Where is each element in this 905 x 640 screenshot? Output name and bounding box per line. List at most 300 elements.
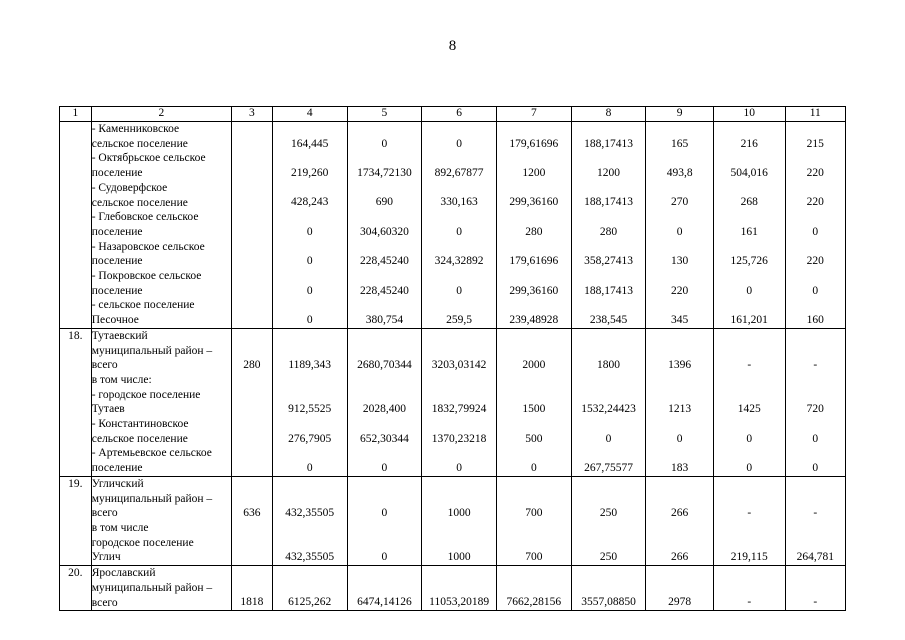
name-line: поселение [91, 167, 143, 180]
cell-value [273, 581, 347, 596]
cell-value: 130 [671, 255, 689, 268]
name-line: - Назаровское сельское [91, 240, 205, 253]
cell-value [232, 536, 272, 551]
cell-value [786, 329, 845, 344]
cell-value [232, 521, 272, 536]
cell-value [646, 181, 713, 196]
cell-value [786, 566, 845, 581]
cell-value: 304,60320 [359, 225, 409, 238]
cell-value: 0 [306, 225, 313, 238]
cell-value: 220 [671, 284, 689, 297]
cell-value: 165 [671, 137, 689, 150]
cell-value [497, 492, 571, 507]
cell-value: 720 [806, 403, 824, 416]
cell-value: 220 [806, 255, 824, 268]
cell-value [232, 432, 272, 447]
row-number: 20. [60, 566, 92, 611]
cell-value: 299,36160 [509, 196, 559, 209]
cell-value [497, 298, 571, 313]
cell-value [497, 151, 571, 166]
cell-value [232, 492, 272, 507]
value-cell-col-7 [496, 566, 571, 611]
value-cell-col-9 [646, 476, 714, 565]
name-line: - сельское поселение [91, 299, 195, 312]
cell-value [273, 240, 347, 255]
value-cell-col-8 [571, 328, 646, 476]
name-line: сельское поселение [91, 196, 188, 209]
cell-value [786, 298, 845, 313]
cell-value [572, 446, 646, 461]
cell-value [497, 269, 571, 284]
cell-value [232, 373, 272, 388]
cell-value [422, 122, 496, 137]
cell-value: 0 [381, 462, 388, 475]
cell-value [714, 269, 785, 284]
cell-value: 280 [525, 225, 543, 238]
cell-value: 1500 [522, 403, 546, 416]
cell-value [497, 373, 571, 388]
cell-value: 183 [671, 462, 689, 475]
cell-value [232, 402, 272, 417]
cell-value [232, 166, 272, 181]
cell-value [786, 477, 845, 492]
cell-value: 1818 [240, 596, 264, 609]
district-name-cell [91, 328, 231, 476]
cell-value: - [813, 507, 818, 520]
cell-value [714, 521, 785, 536]
cell-value: 259,5 [446, 313, 473, 326]
cell-value [497, 566, 571, 581]
cell-value [497, 536, 571, 551]
cell-value [422, 269, 496, 284]
cell-value: 2000 [522, 359, 546, 372]
value-cell-col-7 [496, 328, 571, 476]
cell-value [572, 210, 646, 225]
cell-value [646, 329, 713, 344]
header-cell: 3 [231, 107, 272, 122]
cell-value: 700 [525, 551, 543, 564]
cell-value: 1200 [522, 167, 546, 180]
cell-value: 179,61696 [509, 255, 559, 268]
cell-value: - [813, 359, 818, 372]
cell-value [646, 446, 713, 461]
name-line: сельское поселение [91, 432, 188, 445]
value-cell-col-7 [496, 122, 571, 329]
name-line: - Константиновское [91, 418, 189, 431]
cell-value [348, 240, 422, 255]
value-cell-col-5 [347, 476, 422, 565]
cell-value [232, 298, 272, 313]
cell-value: 0 [812, 432, 819, 445]
cell-value: 0 [676, 225, 683, 238]
cell-value: 358,27413 [584, 255, 633, 268]
cell-value: 1200 [597, 167, 621, 180]
cell-value: 0 [306, 462, 313, 475]
name-line: муниципальный район – [91, 581, 213, 594]
name-line: поселение [91, 225, 143, 238]
cell-value: 239,48928 [509, 313, 559, 326]
row-number [60, 122, 92, 329]
cell-value: 912,5525 [288, 403, 332, 416]
value-cell-col-7 [496, 476, 571, 565]
cell-value [497, 122, 571, 137]
cell-value: 7662,28156 [506, 596, 562, 609]
name-line: Угличский [91, 477, 144, 490]
cell-value: 0 [676, 432, 683, 445]
cell-value: 0 [605, 432, 612, 445]
cell-value [348, 269, 422, 284]
cell-value [786, 373, 845, 388]
cell-value [786, 269, 845, 284]
cell-value: 188,17413 [584, 137, 633, 150]
cell-value [786, 122, 845, 137]
header-cell: 11 [785, 107, 845, 122]
cell-value [348, 122, 422, 137]
cell-value [348, 417, 422, 432]
cell-value [786, 536, 845, 551]
district-name-cell [91, 122, 231, 329]
cell-value: 270 [671, 196, 689, 209]
name-line: - Глебовское сельское [91, 211, 199, 224]
cell-value [232, 388, 272, 403]
cell-value [273, 122, 347, 137]
cell-value: 2680,70344 [357, 359, 412, 372]
cell-value: 160 [806, 313, 824, 326]
cell-value [273, 210, 347, 225]
cell-value [422, 446, 496, 461]
value-cell-col-8 [571, 566, 646, 611]
cell-value [422, 492, 496, 507]
cell-value [232, 329, 272, 344]
cell-value [646, 536, 713, 551]
cell-value: 216 [740, 137, 758, 150]
cell-value: 0 [812, 284, 819, 297]
cell-value: 0 [746, 432, 753, 445]
cell-value [348, 344, 422, 359]
cell-value [714, 536, 785, 551]
value-cell-col-8 [571, 122, 646, 329]
cell-value [232, 477, 272, 492]
cell-value [646, 492, 713, 507]
value-cell-col-3 [231, 476, 272, 565]
value-cell-col-4 [272, 476, 347, 565]
cell-value [273, 151, 347, 166]
cell-value: 345 [671, 313, 689, 326]
value-cell-col-6 [422, 122, 497, 329]
cell-value: - [747, 507, 752, 520]
cell-value: 0 [306, 255, 313, 268]
cell-value [497, 210, 571, 225]
name-line: Углич [91, 551, 121, 564]
cell-value: 0 [381, 551, 388, 564]
cell-value: 636 [243, 507, 261, 520]
cell-value: 280 [599, 225, 618, 238]
cell-value [273, 477, 347, 492]
cell-value [786, 446, 845, 461]
cell-value [422, 329, 496, 344]
value-cell-col-3 [231, 566, 272, 611]
cell-value [572, 536, 646, 551]
cell-value: 3557,08850 [581, 596, 636, 609]
cell-value: 0 [306, 313, 313, 326]
name-line: - Октябрьское сельское [91, 152, 206, 165]
cell-value [646, 566, 713, 581]
value-cell-col-11 [785, 328, 845, 476]
cell-value [348, 536, 422, 551]
district-name-cell [91, 566, 231, 611]
cell-value: 0 [381, 507, 388, 520]
cell-value: 700 [525, 507, 543, 520]
cell-value: 0 [456, 462, 462, 475]
cell-value [572, 329, 646, 344]
cell-value [422, 210, 496, 225]
cell-value [232, 254, 272, 269]
name-line: поселение [91, 255, 143, 268]
header-cell: 8 [571, 107, 646, 122]
cell-value [714, 298, 785, 313]
cell-value: 228,45240 [359, 284, 409, 297]
cell-value [786, 521, 845, 536]
cell-value: 0 [530, 462, 537, 475]
value-cell-col-8 [571, 476, 646, 565]
cell-value [232, 181, 272, 196]
header-cell: 5 [347, 107, 422, 122]
cell-value: 380,754 [365, 313, 404, 326]
cell-value: 3203,03142 [431, 359, 487, 372]
name-line: поселение [91, 462, 143, 475]
cell-value [497, 477, 571, 492]
cell-value: 1734,72130 [357, 167, 412, 180]
cell-value: 652,30344 [359, 432, 409, 445]
cell-value [232, 122, 272, 137]
cell-value [646, 344, 713, 359]
header-cell: 6 [422, 107, 497, 122]
header-cell: 9 [646, 107, 714, 122]
cell-value [646, 210, 713, 225]
cell-value [572, 298, 646, 313]
cell-value: 330,163 [440, 196, 478, 209]
name-line: Песочное [91, 314, 139, 327]
cell-value [786, 210, 845, 225]
name-line: в том числе [91, 521, 149, 534]
cell-value [273, 536, 347, 551]
cell-value [646, 388, 713, 403]
name-line: Ярославский [91, 567, 156, 580]
name-line: всего [91, 596, 118, 609]
cell-value: 1532,24423 [581, 403, 636, 416]
name-line: поселение [91, 284, 143, 297]
table-header [60, 107, 846, 122]
cell-value [232, 284, 272, 299]
cell-value [232, 446, 272, 461]
cell-value [232, 313, 272, 328]
cell-value: 215 [806, 137, 824, 150]
cell-value: 220 [806, 167, 824, 180]
cell-value: 161,201 [730, 313, 768, 326]
cell-value [273, 417, 347, 432]
cell-value [348, 446, 422, 461]
cell-value [497, 417, 571, 432]
cell-value: 0 [812, 462, 819, 475]
cell-value: 238,545 [589, 313, 628, 326]
cell-value [714, 344, 785, 359]
cell-value: 268 [740, 196, 758, 209]
cell-value [273, 329, 347, 344]
value-cell-col-5 [347, 122, 422, 329]
header-row [60, 107, 846, 122]
cell-value [572, 240, 646, 255]
value-cell-col-5 [347, 328, 422, 476]
cell-value [646, 269, 713, 284]
cell-value: - [747, 359, 752, 372]
cell-value [348, 492, 422, 507]
cell-value [422, 373, 496, 388]
cell-value [646, 477, 713, 492]
cell-value [497, 388, 571, 403]
cell-value: 264,781 [796, 551, 834, 564]
name-line: всего [91, 507, 118, 520]
cell-value: 493,8 [666, 167, 693, 180]
cell-value [497, 181, 571, 196]
cell-value [572, 581, 646, 596]
value-cell-col-4 [272, 328, 347, 476]
cell-value: 0 [746, 462, 753, 475]
name-line: Тутаев [91, 403, 125, 416]
cell-value [497, 329, 571, 344]
cell-value: 1370,23218 [431, 432, 487, 445]
cell-value [348, 373, 422, 388]
value-cell-col-10 [713, 476, 785, 565]
cell-value [348, 388, 422, 403]
cell-value: 0 [456, 137, 462, 150]
cell-value [422, 181, 496, 196]
cell-value [646, 298, 713, 313]
value-cell-col-10 [713, 122, 785, 329]
cell-value [422, 417, 496, 432]
cell-value [572, 388, 646, 403]
header-cell: 10 [713, 107, 785, 122]
name-line: сельское поселение [91, 137, 188, 150]
cell-value [422, 388, 496, 403]
cell-value [232, 151, 272, 166]
value-cell-col-6 [422, 328, 497, 476]
cell-value [232, 137, 272, 152]
cell-value [232, 344, 272, 359]
cell-value [714, 329, 785, 344]
value-cell-col-11 [785, 566, 845, 611]
cell-value [497, 240, 571, 255]
cell-value [646, 581, 713, 596]
cell-value [273, 521, 347, 536]
cell-value [646, 373, 713, 388]
cell-value [786, 344, 845, 359]
cell-value [348, 298, 422, 313]
cell-value: 690 [375, 196, 394, 209]
cell-value [422, 344, 496, 359]
cell-value: 0 [746, 284, 753, 297]
value-cell-col-9 [646, 122, 714, 329]
cell-value [273, 566, 347, 581]
cell-value: 2978 [668, 596, 692, 609]
cell-value [786, 151, 845, 166]
cell-value: 428,243 [291, 196, 329, 209]
cell-value [348, 210, 422, 225]
cell-value [232, 581, 272, 596]
cell-value [348, 181, 422, 196]
header-cell: 1 [60, 107, 92, 122]
value-cell-col-3 [231, 122, 272, 329]
data-table [59, 106, 846, 611]
cell-value [786, 492, 845, 507]
cell-value: 219,260 [291, 167, 329, 180]
cell-value [232, 461, 272, 476]
cell-value [646, 521, 713, 536]
value-cell-col-10 [713, 328, 785, 476]
cell-value [572, 417, 646, 432]
cell-value [572, 151, 646, 166]
cell-value [273, 388, 347, 403]
header-cell: 2 [91, 107, 231, 122]
cell-value: 2028,400 [362, 403, 406, 416]
cell-value: 266 [671, 551, 689, 564]
cell-value: 0 [456, 225, 462, 238]
cell-value: 219,115 [730, 551, 768, 564]
cell-value: 1000 [447, 507, 471, 520]
cell-value [714, 210, 785, 225]
cell-value: 1213 [668, 403, 692, 416]
cell-value: 0 [381, 137, 388, 150]
name-line: всего [91, 359, 118, 372]
cell-value: 1832,79924 [431, 403, 487, 416]
cell-value [273, 492, 347, 507]
cell-value [232, 225, 272, 240]
value-cell-col-4 [272, 122, 347, 329]
value-cell-col-10 [713, 566, 785, 611]
cell-value [273, 373, 347, 388]
cell-value [348, 477, 422, 492]
cell-value: 250 [599, 551, 618, 564]
cell-value [646, 417, 713, 432]
cell-value [497, 344, 571, 359]
cell-value [572, 566, 646, 581]
cell-value: 0 [812, 225, 819, 238]
cell-value [348, 151, 422, 166]
cell-value: 188,17413 [584, 284, 633, 297]
cell-value [572, 477, 646, 492]
cell-value: 125,726 [730, 255, 768, 268]
name-line: муниципальный район – [91, 492, 213, 505]
cell-value [422, 521, 496, 536]
cell-value [786, 388, 845, 403]
value-cell-col-6 [422, 566, 497, 611]
cell-value [348, 566, 422, 581]
cell-value: 0 [306, 284, 313, 297]
cell-value [422, 298, 496, 313]
cell-value [572, 122, 646, 137]
cell-value: 280 [243, 359, 261, 372]
cell-value [714, 581, 785, 596]
value-cell-col-11 [785, 122, 845, 329]
cell-value: 500 [525, 432, 543, 445]
cell-value [273, 298, 347, 313]
value-cell-col-4 [272, 566, 347, 611]
row-number: 19. [60, 476, 92, 565]
table-body [60, 122, 846, 611]
cell-value: 892,67877 [434, 167, 484, 180]
name-line: муниципальный район – [91, 344, 213, 357]
cell-value [714, 477, 785, 492]
cell-value: 1000 [447, 551, 471, 564]
